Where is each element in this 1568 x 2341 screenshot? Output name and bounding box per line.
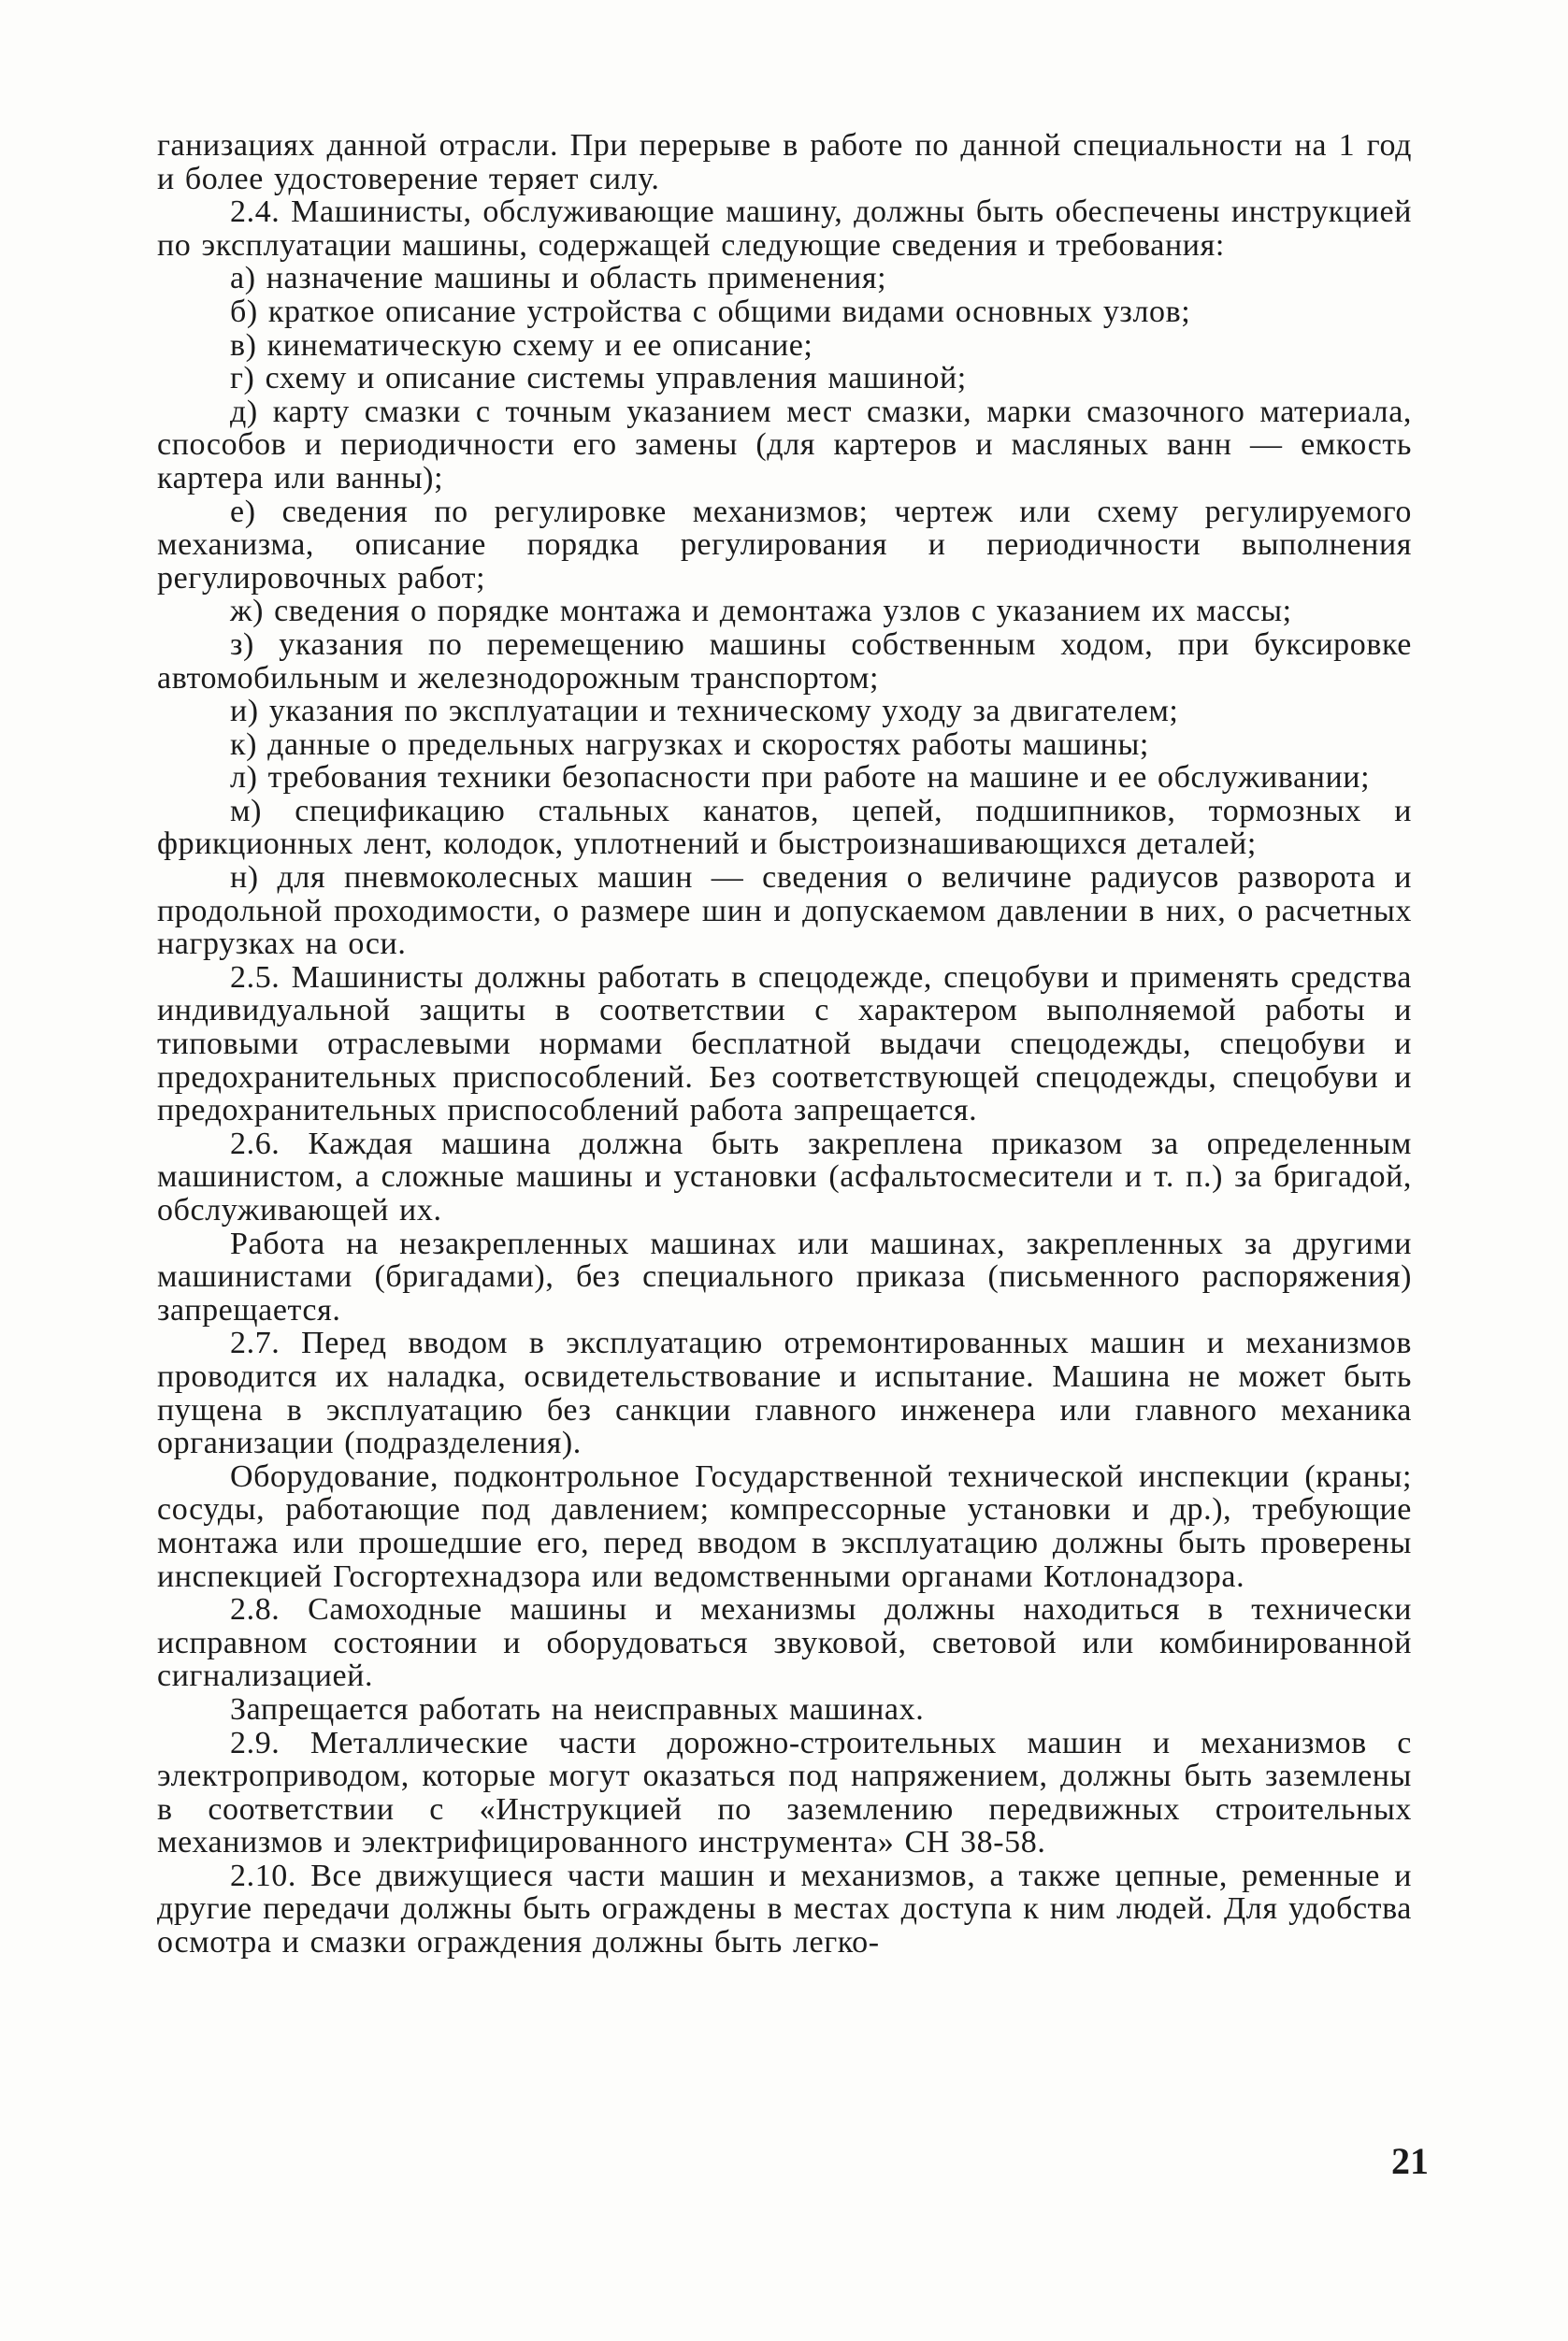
body-text	[157, 129, 1412, 1960]
list-item-k: к) данные о предельных нагрузках и скоростях работы машины;	[230, 726, 1149, 762]
paragraph-2-9: 2.9. Металлические части дорожно-строительных машин и механизмов с электроприводом, которые могут оказаться под напряжением, должны быть заземлены в соответствии с «Инструкцией по заземлению передвижных строительных механизмов и электрифицированного инструмента» СН 38-58.	[157, 1725, 1412, 1860]
paragraph-2-4: 2.4. Машинисты, обслуживающие машину, должны быть обеспечены инструкцией по эксплуатации машины, содержащей следующие сведения и требования:	[157, 194, 1412, 263]
paragraph-2-7-note: Оборудование, подконтрольное Государственной технической инспекции (краны; сосуды, работающие под давлением; компрессорные установки и др.), требующие монтажа или прошедшие его, перед вводом в эксплуатацию должны быть проверены инспекцией Госгортехнадзора или ведомственными органами Котлонадзора.	[157, 1458, 1412, 1594]
paragraph-2-8-note: Запрещается работать на неисправных машинах.	[230, 1691, 925, 1727]
paragraph-2-7: 2.7. Перед вводом в эксплуатацию отремонтированных машин и механизмов проводится их наладка, освидетельствование и испытание. Машина не может быть пущена в эксплуатацию без санкции главного инженера или главного механика организации (подразделения).	[157, 1326, 1412, 1461]
list-item-d: д) карту смазки с точным указанием мест смазки, марки смазочного материала, способов и периодичности его замены (для картеров и масляных ванн — емкость картера или ванны);	[157, 394, 1412, 495]
list-item-a: а) назначение машины и область применения;	[230, 261, 887, 296]
list-item-z: з) указания по перемещению машины собственным ходом, при буксировке автомобильным и железнодорожным транспортом;	[157, 626, 1412, 696]
list-item-n: н) для пневмоколесных машин — сведения о величине радиусов разворота и продольной проходимости, о размере шин и допускаемом давлении в них, о расчетных нагрузках на оси.	[157, 860, 1412, 962]
list-item-g: г) схему и описание системы управления машиной;	[230, 361, 967, 396]
list-item-e: е) сведения по регулировке механизмов; чертеж или схему регулируемого механизма, описание порядка регулирования и периодичности выполнения регулировочных работ;	[157, 494, 1412, 596]
paragraph-2-8: 2.8. Самоходные машины и механизмы должны находиться в технически исправном состоянии и оборудоваться звуковой, световой или комбинированной сигнализацией.	[157, 1592, 1412, 1694]
list-item-zh: ж) сведения о порядке монтажа и демонтажа узлов с указанием их массы;	[230, 594, 1292, 629]
paragraph-continuation: ганизациях данной отрасли. При перерыве в работе по данной специальности на 1 год и более удостоверение теряет силу.	[157, 128, 1412, 196]
paragraph-2-10: 2.10. Все движущиеся части машин и механизмов, а также цепные, ременные и другие передачи должны быть ограждены в местах доступа к ним людей. Для удобства осмотра и смазки ограждения должны быть легко-	[157, 1858, 1412, 1960]
list-item-m: м) спецификацию стальных канатов, цепей, подшипников, тормозных и фрикционных лент, колодок, уплотнений и быстроизнашивающихся деталей;	[157, 793, 1412, 862]
list-item-v: в) кинематическую схему и ее описание;	[230, 327, 813, 363]
list-item-b: б) краткое описание устройства с общими видами основных узлов;	[230, 294, 1191, 329]
paragraph-2-6: 2.6. Каждая машина должна быть закреплена приказом за определенным машинистом, а сложные машины и установки (асфальтосмесители и т. п.) за бригадой, обслуживающей их.	[157, 1126, 1412, 1228]
page-number: 21	[1391, 2140, 1429, 2182]
paragraph-2-5: 2.5. Машинисты должны работать в спецодежде, спецобуви и применять средства индивидуальной защиты в соответствии с характером выполняемой работы и типовыми отраслевыми нормами бесплатной выдачи спецодежды, спецобуви и предохранительных приспособлений. Без соответствующей спецодежды, спецобуви и предохранительных приспособлений работа запрещается.	[157, 959, 1412, 1128]
list-item-i: и) указания по эксплуатации и техническому уходу за двигателем;	[230, 694, 1179, 729]
paragraph-2-6-note: Работа на незакрепленных машинах или машинах, закрепленных за другими машинистами (бригадами), без специального приказа (письменного распоряжения) запрещается.	[157, 1226, 1412, 1328]
list-item-l: л) требования техники безопасности при работе на машине и ее обслуживании;	[230, 760, 1371, 796]
